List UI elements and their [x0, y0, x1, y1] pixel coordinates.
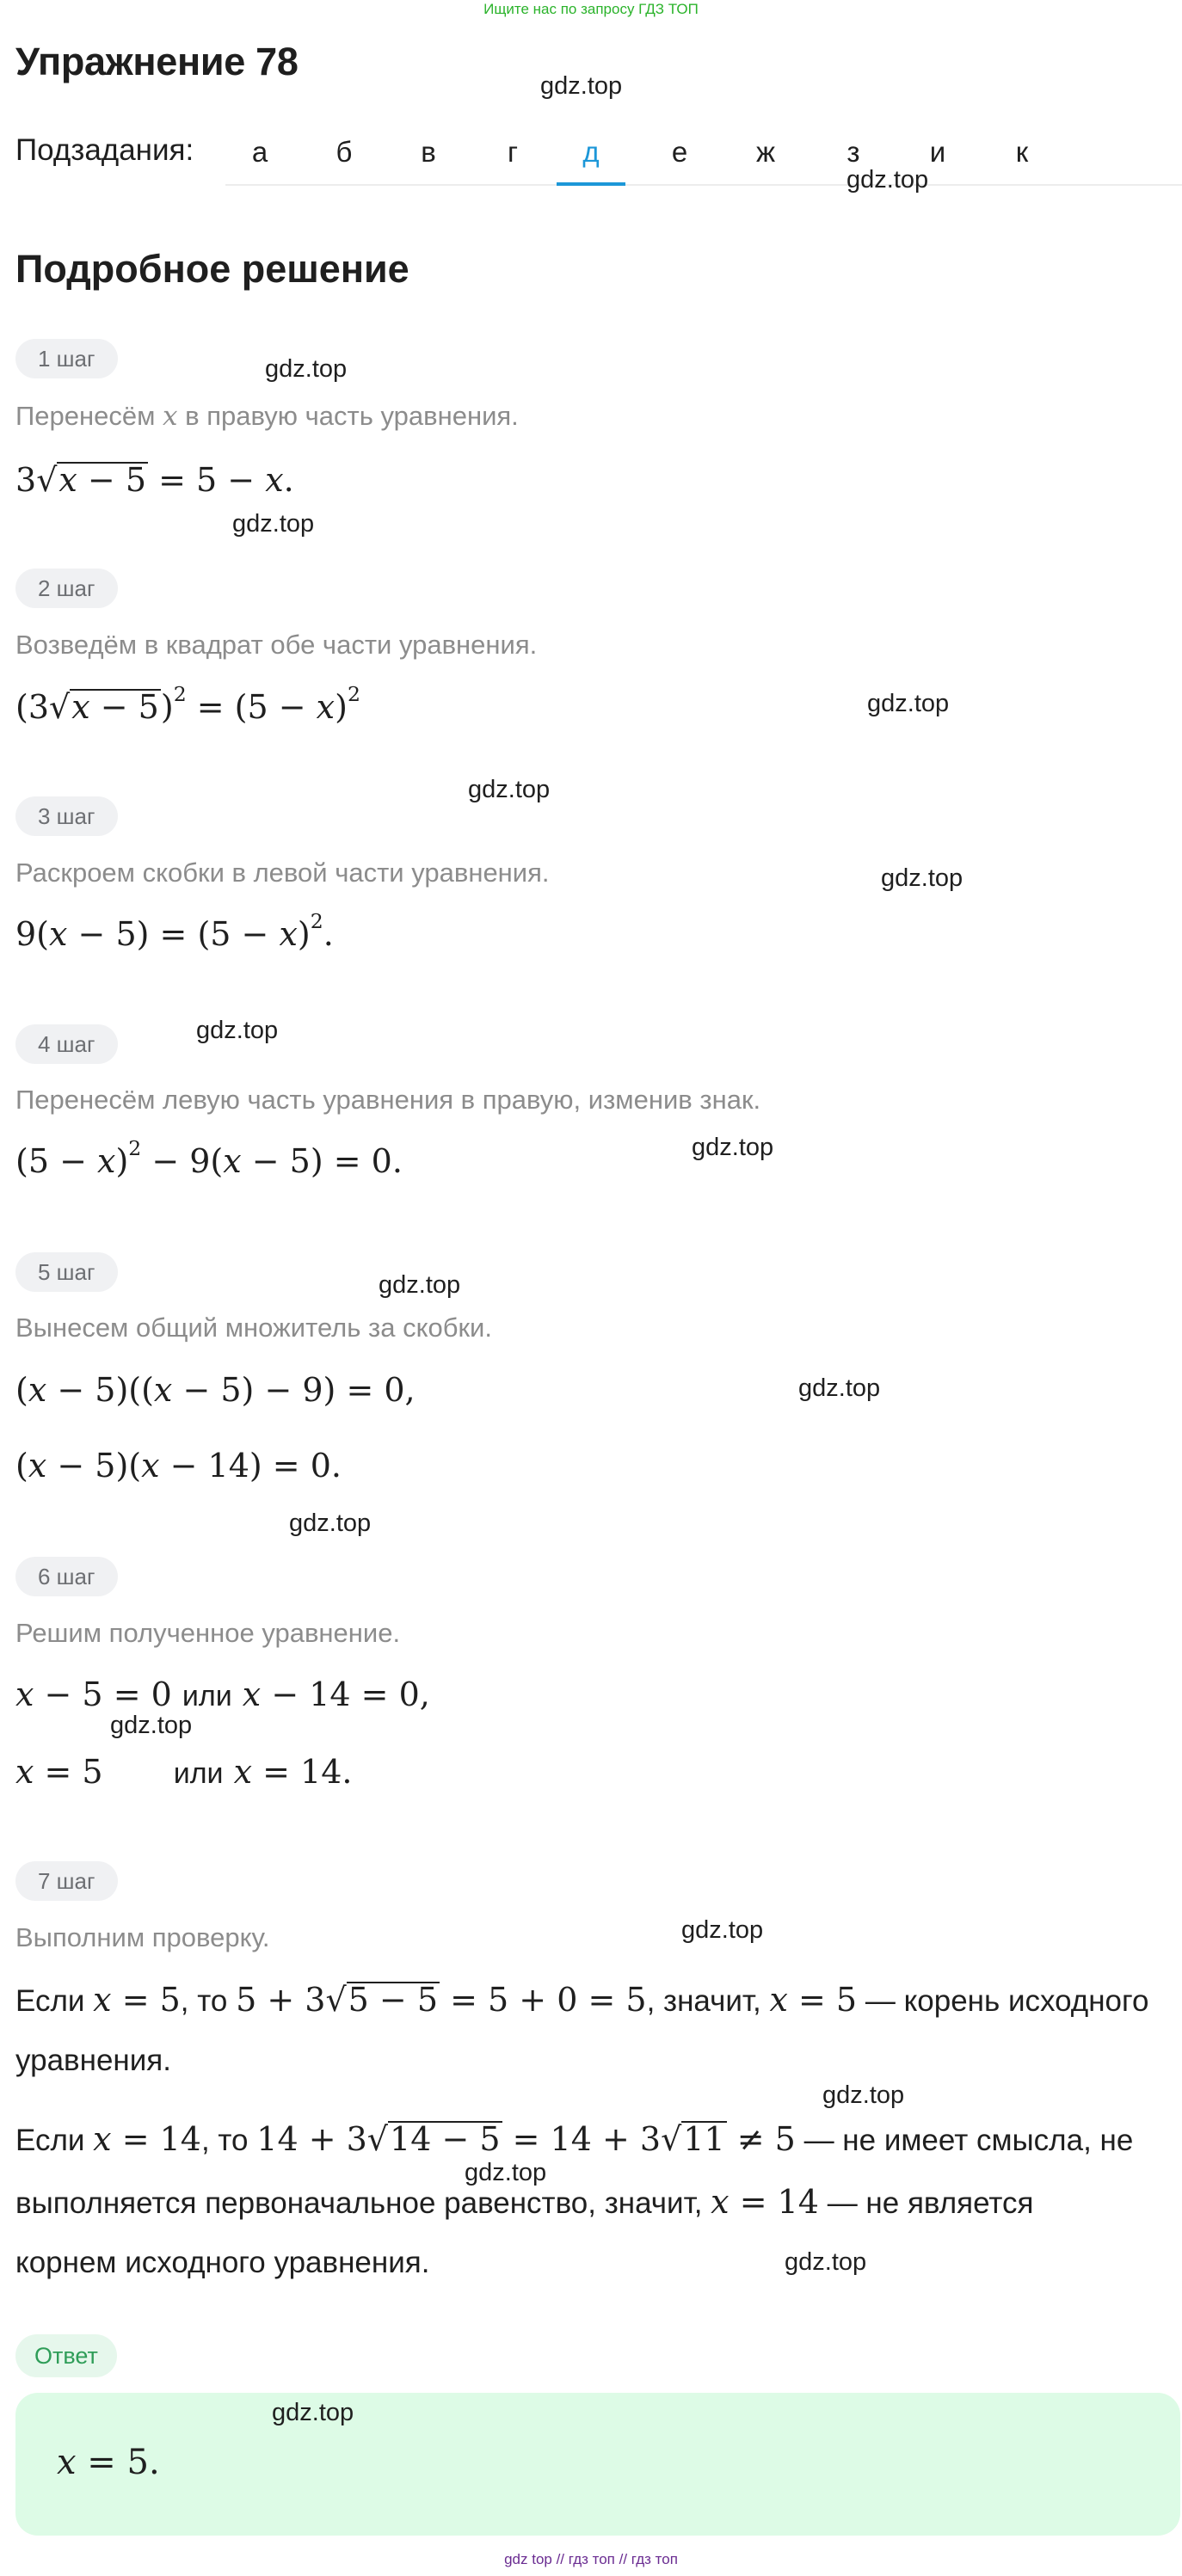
watermark: gdz.top: [798, 1374, 881, 1402]
answer-equation: x = 5.: [57, 2443, 160, 2482]
step-badge-6: 6 шаг: [15, 1557, 118, 1596]
watermark: gdz.top: [867, 690, 950, 717]
subtask-tab-a[interactable]: а: [251, 136, 268, 168]
answer-badge: Ответ: [15, 2334, 117, 2377]
subtask-tab-k[interactable]: к: [1015, 136, 1029, 168]
equation-step-6a: x − 5 = 0 или x − 14 = 0,: [15, 1675, 430, 1713]
watermark: gdz.top: [681, 1916, 764, 1944]
watermark: gdz.top: [692, 1134, 774, 1161]
equation-step-4: $(5 - x)^2 - 9(x - 5) = 0$.: [15, 1135, 403, 1180]
step-badge-4: 4 шаг: [15, 1024, 118, 1064]
equation-step-5b: (x − 5)(x − 14) = 0.: [15, 1447, 342, 1485]
check-line-2: Если x = 14, то 14 + 3√14 − 5 = 14 + 3√11 ≠ 5 — не имеет смысла, не: [15, 2120, 1134, 2158]
check-line-2-cont: выполняется первоначальное равенство, значит, x = 14 — не является: [15, 2183, 1034, 2221]
subtask-tab-z[interactable]: з: [846, 136, 860, 168]
subtask-tab-zh[interactable]: ж: [755, 136, 776, 168]
equation-step-6b: x = 5 или x = 14.: [15, 1753, 353, 1791]
step-badge-2: 2 шаг: [15, 569, 118, 608]
watermark: gdz.top: [540, 72, 623, 100]
watermark: gdz.top: [196, 1017, 279, 1044]
check-line-2-cont2: корнем исходного уравнения.: [15, 2246, 430, 2279]
subtasks-tabs: [225, 120, 1182, 186]
section-title: Подробное решение: [15, 247, 409, 291]
step-badge-3: 3 шаг: [15, 796, 118, 836]
watermark: gdz.top: [822, 2081, 905, 2109]
subtask-tab-b[interactable]: б: [336, 136, 353, 168]
top-banner: Ищите нас по запросу ГДЗ ТОП: [483, 1, 699, 17]
equation-step-3: $9(x - 5) = (5 - x)^2$.: [15, 908, 334, 953]
equation-step-1: 3√x − 5 = 5 − x.: [15, 461, 294, 499]
step-text-3: Раскроем скобки в левой части уравнения.: [15, 858, 550, 888]
watermark: gdz.top: [465, 2159, 547, 2186]
step-badge-1: 1 шаг: [15, 339, 118, 378]
footer-links[interactable]: gdz top // гдз топ // гдз топ: [504, 2551, 678, 2567]
step-text-6: Решим полученное уравнение.: [15, 1618, 401, 1648]
subtask-tab-g[interactable]: г: [507, 136, 519, 168]
step-text-5: Вынесем общий множитель за скобки.: [15, 1313, 492, 1343]
subtask-tab-d[interactable]: д: [557, 131, 625, 186]
subtask-tab-e[interactable]: е: [671, 136, 688, 168]
answer-box: [15, 2393, 1180, 2536]
watermark: gdz.top: [289, 1509, 372, 1537]
equation-step-2: $(3√x - 5)^2 = (5 - x)^2$: [15, 681, 360, 726]
watermark: gdz.top: [379, 1271, 461, 1299]
subtask-tab-i[interactable]: и: [929, 136, 946, 168]
step-badge-7: 7 шаг: [15, 1861, 118, 1901]
watermark: gdz.top: [785, 2248, 867, 2276]
watermark: gdz.top: [468, 776, 551, 803]
watermark: gdz.top: [272, 2399, 354, 2426]
check-line-1: Если x = 5, то 5 + 3√5 − 5 = 5 + 0 = 5, значит, x = 5 — корень исходного: [15, 1981, 1149, 2019]
step-text-2: Возведём в квадрат обе части уравнения.: [15, 630, 538, 660]
step-text-1: Перенесём x в правую часть уравнения.: [15, 401, 519, 432]
check-line-1-cont: уравнения.: [15, 2044, 171, 2077]
equation-step-5a: (x − 5)((x − 5) − 9) = 0,: [15, 1371, 416, 1409]
step-text-7: Выполним проверку.: [15, 1922, 270, 1952]
subtask-tab-v[interactable]: в: [421, 136, 436, 168]
page-title: Упражнение 78: [15, 40, 299, 83]
watermark: gdz.top: [110, 1712, 193, 1739]
step-text-4: Перенесём левую часть уравнения в правую, изменив знак.: [15, 1085, 761, 1115]
watermark: gdz.top: [232, 510, 315, 538]
watermark: gdz.top: [881, 864, 963, 892]
watermark: gdz.top: [846, 166, 929, 194]
subtasks-label: Подзадания:: [15, 133, 194, 167]
watermark: gdz.top: [265, 355, 348, 383]
step-badge-5: 5 шаг: [15, 1252, 118, 1292]
